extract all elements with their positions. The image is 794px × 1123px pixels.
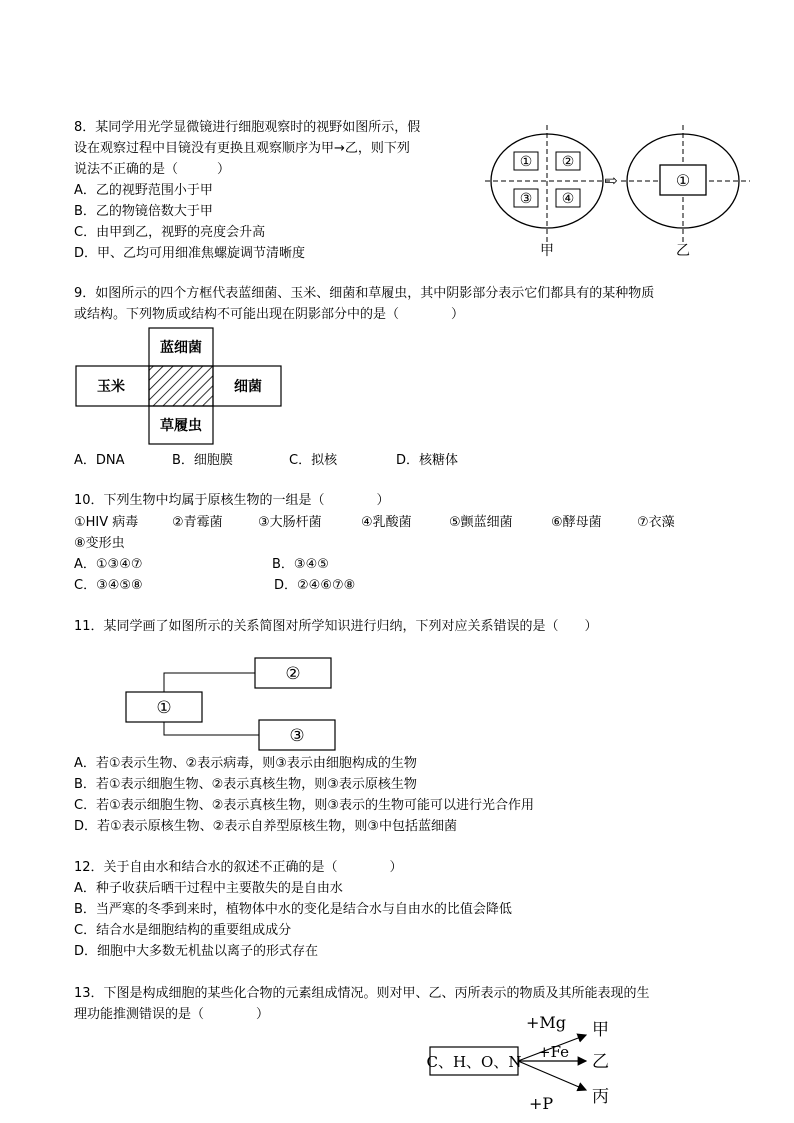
label-corn: 玉米: [97, 379, 125, 395]
box-1-label: ①: [156, 698, 172, 718]
yi-label: 乙: [592, 1052, 609, 1072]
cHON-label: C、H、O、N: [426, 1053, 522, 1071]
mg-label: +Mg: [526, 1013, 567, 1032]
q10-item-3: ③大肠杆菌: [258, 515, 322, 530]
jia-label: 甲: [592, 1020, 609, 1040]
q12-option-a: A．种子收获后晒干过程中主要散失的是自由水: [74, 881, 343, 896]
q12-option-d: D．细胞中大多数无机盐以离子的形式存在: [74, 944, 319, 959]
q8-stem-line-1: 8．某同学用光学显微镜进行细胞观察时的视野如图所示，假: [74, 120, 421, 135]
q10-item-6: ⑥酵母菌: [551, 515, 602, 530]
arrow-to-bing: [518, 1061, 586, 1090]
q10-item-1: ①HIV 病毒: [74, 515, 139, 530]
jia-cell-2-label: ②: [561, 154, 575, 170]
q8-option-a: A．乙的视野范围小于甲: [74, 183, 213, 198]
q11-stem: 11．某同学画了如图所示的关系简图对所学知识进行归纳，下列对应关系错误的是（ ）: [74, 619, 598, 634]
microscope-field-figure: [480, 120, 780, 262]
q8-option-d: D．甲、乙均可用细准焦螺旋调节清晰度: [74, 246, 306, 261]
q10-item-2: ②青霉菌: [172, 515, 223, 530]
q9-stem-line-2: 或结构。下列物质或结构不可能出现在阴影部分中的是（ ）: [74, 307, 465, 322]
q11-option-c: C．若①表示细胞生物、②表示真核生物，则③表示的生物可能可以进行光合作用: [74, 798, 535, 813]
q12-option-c: C．结合水是细胞结构的重要组成成分: [74, 923, 292, 938]
q9-option-b: B．细胞膜: [172, 453, 233, 468]
q8-stem-line-3: 说法不正确的是（ ）: [74, 162, 231, 177]
box-3-label: ③: [289, 726, 305, 746]
q10-option-c: C．③④⑤⑧: [74, 578, 143, 593]
q12-stem: 12．关于自由水和结合水的叙述不正确的是（ ）: [74, 860, 403, 875]
q11-option-d: D．若①表示原核生物、②表示自养型原核生物，则③中包括蓝细菌: [74, 819, 457, 834]
q9-option-c: C．拟核: [289, 453, 338, 468]
right-arrow-icon: ⇨: [604, 171, 618, 190]
label-bacteria: 细菌: [234, 379, 262, 395]
shaded-intersection: [149, 366, 213, 406]
q13-stem-line-2: 理功能推测错误的是（ ）: [74, 1007, 270, 1022]
connector-1-2: [164, 673, 255, 692]
bing-label: 丙: [592, 1087, 609, 1107]
relationship-diagram: [124, 656, 340, 754]
jia-cell-4-label: ④: [561, 191, 575, 207]
fe-label: +Fe: [538, 1043, 570, 1061]
element-composition-diagram: [426, 1010, 626, 1116]
p-label: +P: [529, 1094, 554, 1113]
label-jia: 甲: [540, 243, 554, 259]
q13-stem-line-1: 13．下图是构成细胞的某些化合物的元素组成情况。则对甲、乙、丙所表示的物质及其所能表现的生: [74, 986, 650, 1001]
q10-option-b: B．③④⑤: [272, 557, 329, 572]
q8-option-c: C．由甲到乙，视野的亮度会升高: [74, 225, 266, 240]
jia-cell-1-label: ①: [519, 154, 533, 170]
q10-option-d: D．②④⑥⑦⑧: [274, 578, 356, 593]
label-paramecium: 草履虫: [160, 418, 202, 434]
box-2-label: ②: [285, 664, 301, 684]
q9-option-d: D．核糖体: [396, 453, 459, 468]
yi-cell-1-label: ①: [675, 171, 691, 190]
jia-cell-3-label: ③: [519, 191, 533, 207]
q11-option-b: B．若①表示细胞生物、②表示真核生物，则③表示原核生物: [74, 777, 417, 792]
q9-stem-line-1: 9．如图所示的四个方框代表蓝细菌、玉米、细菌和草履虫，其中阴影部分表示它们都具有的某种物质: [74, 286, 655, 301]
q10-stem: 10．下列生物中均属于原核生物的一组是（ ）: [74, 493, 390, 508]
connector-1-3: [164, 722, 259, 735]
q10-option-a: A．①③④⑦: [74, 557, 143, 572]
q9-option-a: A．DNA: [74, 453, 125, 468]
q8-option-b: B．乙的物镜倍数大于甲: [74, 204, 213, 219]
q10-item-4: ④乳酸菌: [361, 515, 412, 530]
q11-option-a: A．若①表示生物、②表示病毒，则③表示由细胞构成的生物: [74, 756, 417, 771]
q8-stem-line-2: 设在观察过程中目镜没有更换且观察顺序为甲→乙，则下列: [74, 141, 410, 156]
label-cyanobacteria: 蓝细菌: [160, 340, 202, 356]
q10-item-8: ⑧变形虫: [74, 536, 125, 551]
q12-option-b: B．当严寒的冬季到来时，植物体中水的变化是结合水与自由水的比值会降低: [74, 902, 512, 917]
q10-item-5: ⑤颤蓝细菌: [449, 515, 513, 530]
venn-cross-figure: [74, 326, 286, 448]
q10-item-7: ⑦衣藻: [637, 515, 675, 530]
label-yi: 乙: [676, 243, 690, 259]
